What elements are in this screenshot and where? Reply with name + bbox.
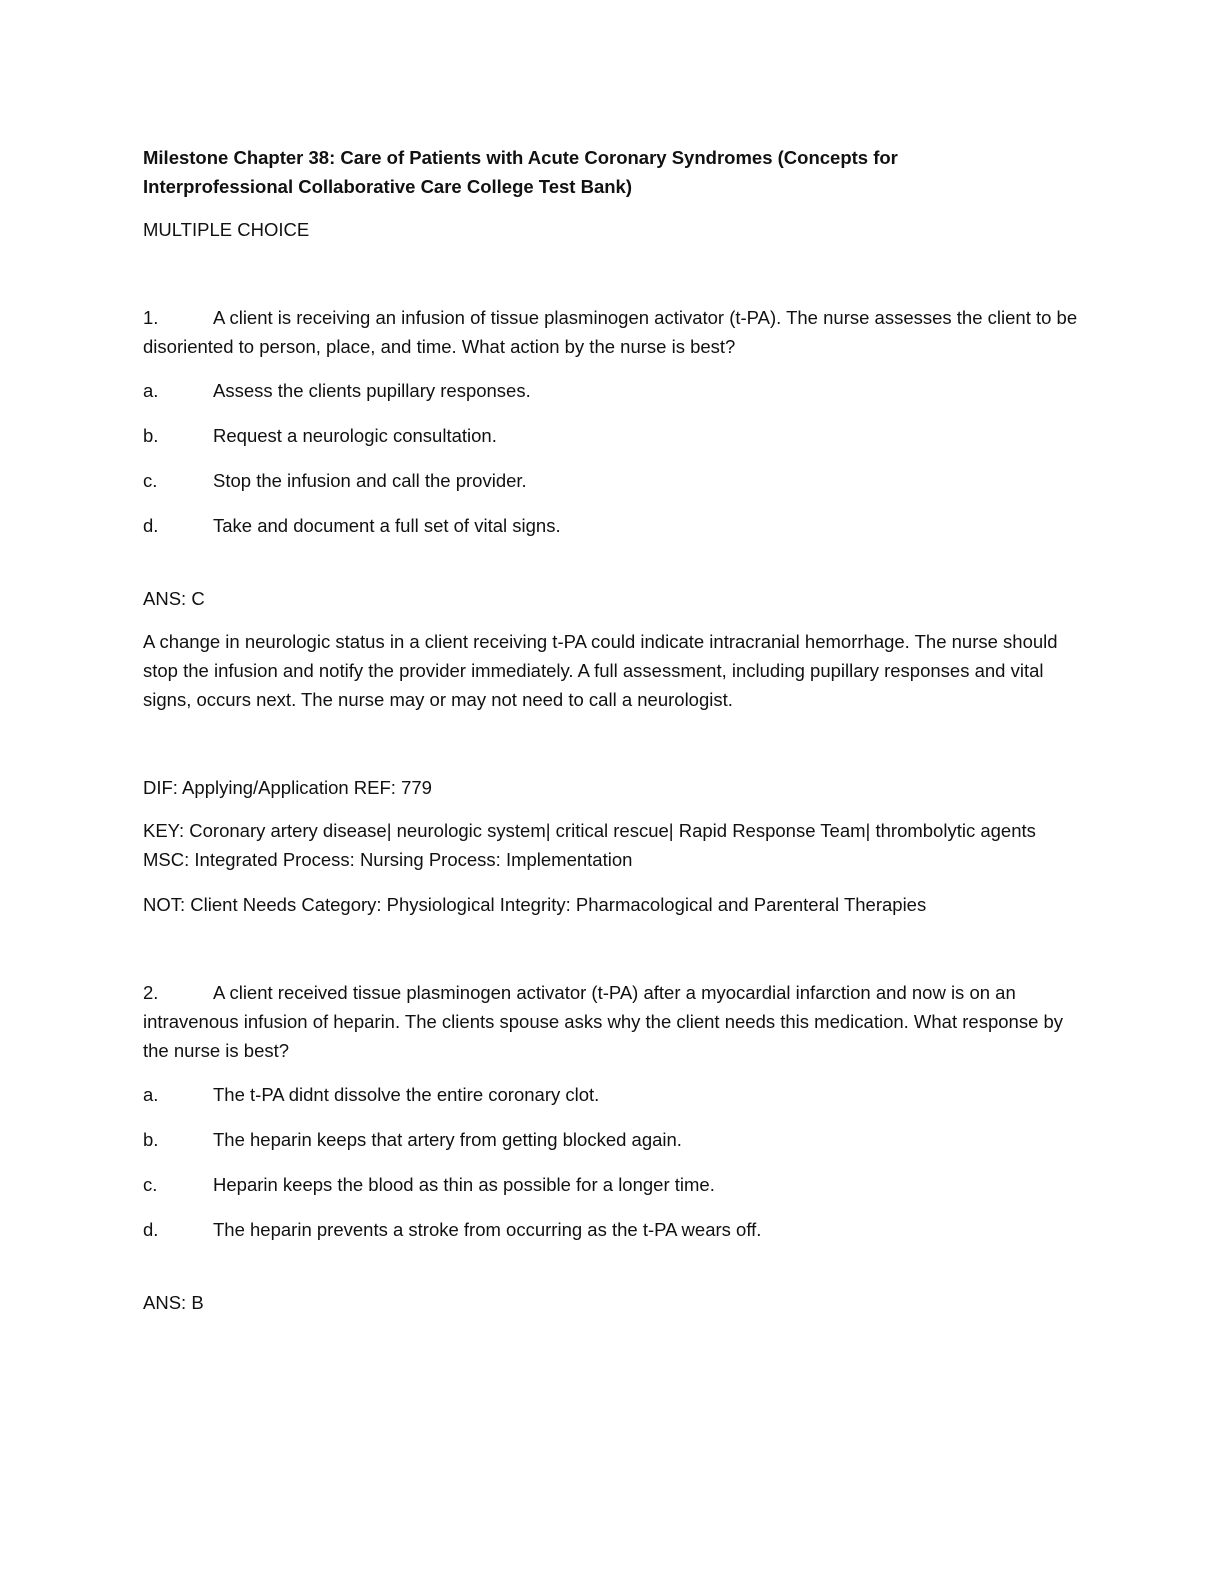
choice-a bbox=[143, 1080, 1079, 1109]
question-number: 1. bbox=[143, 307, 159, 328]
choice-letter: b. bbox=[143, 425, 159, 446]
choice-list bbox=[143, 1080, 1079, 1244]
choice-a bbox=[143, 376, 1079, 405]
choice-c bbox=[143, 1170, 1079, 1199]
question-text: A client received tissue plasminogen activator (t-PA) after a myocardial infarction and now is on an intravenous infusion of heparin. The clients spouse asks why the client needs this medication. What response by the nurse is best? bbox=[143, 982, 1064, 1061]
choice-text: Heparin keeps the blood as thin as possible for a longer time. bbox=[213, 1174, 715, 1195]
document-page bbox=[143, 143, 1079, 1317]
choice-letter: a. bbox=[143, 1084, 159, 1105]
question-stem bbox=[143, 303, 1079, 361]
difficulty-line: DIF: Applying/Application REF: 779 bbox=[143, 777, 432, 798]
question-1 bbox=[143, 303, 1079, 919]
choice-b bbox=[143, 1125, 1079, 1154]
choice-d bbox=[143, 511, 1079, 540]
choice-letter: d. bbox=[143, 1219, 159, 1240]
choice-letter: d. bbox=[143, 515, 159, 536]
choice-list bbox=[143, 376, 1079, 540]
choice-letter: c. bbox=[143, 470, 158, 491]
choice-c bbox=[143, 466, 1079, 495]
section-heading: MULTIPLE CHOICE bbox=[143, 219, 310, 240]
choice-text: The heparin keeps that artery from getting blocked again. bbox=[213, 1129, 682, 1150]
choice-text: The heparin prevents a stroke from occurring as the t-PA wears off. bbox=[213, 1219, 762, 1240]
choice-text: Stop the infusion and call the provider. bbox=[213, 470, 527, 491]
answer-line: ANS: C bbox=[143, 588, 205, 609]
question-stem bbox=[143, 978, 1079, 1065]
choice-text: The t-PA didnt dissolve the entire coronary clot. bbox=[213, 1084, 600, 1105]
choice-d bbox=[143, 1215, 1079, 1244]
question-number: 2. bbox=[143, 982, 159, 1003]
client-needs-line: NOT: Client Needs Category: Physiological Integrity: Pharmacological and Parenteral Therapies bbox=[143, 894, 927, 915]
choice-b bbox=[143, 421, 1079, 450]
question-2 bbox=[143, 978, 1079, 1317]
choice-text: Assess the clients pupillary responses. bbox=[213, 380, 531, 401]
document-title: Milestone Chapter 38: Care of Patients with Acute Coronary Syndromes (Concepts for Interprofessional Collaborative Care College Test Bank) bbox=[143, 147, 898, 197]
choice-letter: a. bbox=[143, 380, 159, 401]
choice-text: Request a neurologic consultation. bbox=[213, 425, 497, 446]
choice-text: Take and document a full set of vital signs. bbox=[213, 515, 561, 536]
answer-line: ANS: B bbox=[143, 1292, 204, 1313]
choice-letter: b. bbox=[143, 1129, 159, 1150]
keywords-line: KEY: Coronary artery disease| neurologic system| critical rescue| Rapid Response Team| thrombolytic agents MSC: Integrated Process: Nursing Process: Implementation bbox=[143, 820, 1036, 870]
question-text: A client is receiving an infusion of tissue plasminogen activator (t-PA). The nurse assesses the client to be disoriented to person, place, and time. What action by the nurse is best? bbox=[143, 307, 1078, 357]
choice-letter: c. bbox=[143, 1174, 158, 1195]
rationale-paragraph: A change in neurologic status in a client receiving t-PA could indicate intracranial hemorrhage. The nurse should stop the infusion and notify the provider immediately. A full assessment, including pupillary responses and vital signs, occurs next. The nurse may or may not need to call a neurologist. bbox=[143, 631, 1058, 710]
